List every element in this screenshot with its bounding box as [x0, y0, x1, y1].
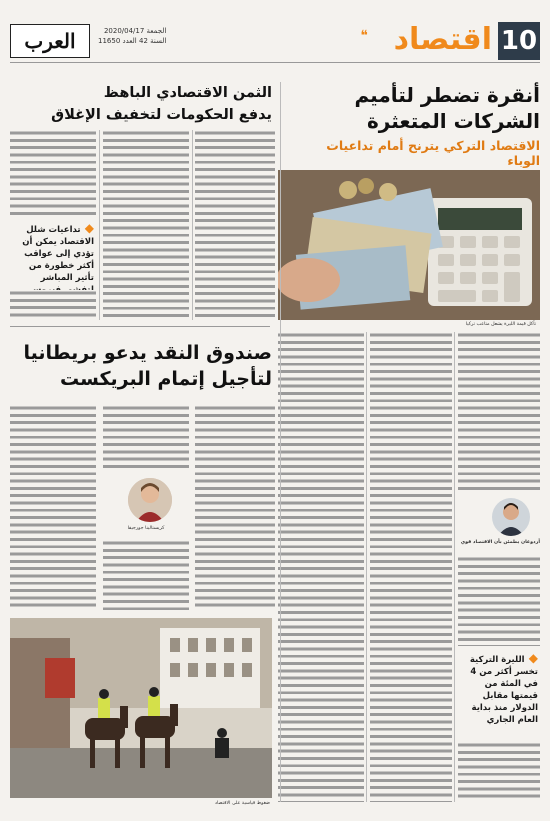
left-headline-line2: يدفع الحكومات لتخفيف الإغلاق: [51, 107, 272, 123]
column-divider: [192, 130, 193, 320]
portrait-photo: [128, 478, 172, 522]
column-divider: [99, 130, 100, 320]
bottom-headline-block: [10, 340, 272, 392]
main-subheadline: الاقتصاد التركي يترنح أمام تداعيات الوباء: [326, 138, 540, 168]
main-headline-block: [290, 82, 540, 168]
page-number: 10: [498, 22, 540, 60]
masthead: [10, 22, 540, 63]
bottom-article-col2-top: [103, 405, 189, 470]
author-portrait: [492, 498, 530, 536]
calculator-money-photo: [278, 170, 540, 320]
issue-date: الجمعة 2020/04/17: [103, 27, 167, 35]
person-icon: [492, 498, 530, 536]
page-divider: [280, 82, 281, 802]
left-article-col1: [195, 130, 275, 320]
main-article-col3: [278, 332, 364, 802]
main-article-col1: [458, 332, 540, 492]
issue-info: [98, 26, 166, 46]
bottom-article-col3: [10, 405, 96, 610]
left-article-col3-tail: [10, 290, 96, 320]
right-pullquote-text: الليرة التركية تخسر أكثر من 4 في المئة من قيمتها مقابل الدولار منذ بداية العام الجاري: [469, 655, 538, 725]
left-pullquote-text: تداعيات شلل الاقتصاد يمكن أن تؤدي إلى عواقب أكثر خطورة من تأثير المباشر: [22, 225, 94, 283]
portrait-caption: كريستالينا جورجيفا: [127, 526, 165, 531]
main-headline-line1: أنقرة تضطر لتأميم: [354, 83, 540, 107]
main-photo: [278, 170, 540, 320]
issue-number: السنة 42 العدد 11650: [98, 37, 167, 45]
section-title: اقتصاد: [393, 22, 492, 57]
main-article-col1-mid: [458, 556, 540, 646]
column-divider: [366, 332, 367, 802]
right-pullquote: [458, 652, 538, 726]
main-headline-line2: الشركات المتعثرة: [367, 109, 540, 133]
main-article-col1-tail: [458, 742, 540, 802]
section-mark-icon: ❝: [360, 28, 368, 44]
main-photo-caption: تآكل قيمة الليرة يشعل متاعب تركيا: [465, 322, 536, 327]
left-headline-block: [10, 82, 272, 126]
left-article-col3: [10, 130, 96, 218]
section-rule: [10, 326, 270, 327]
column-divider: [454, 332, 455, 802]
bottom-article-col2-bottom: [103, 540, 189, 610]
bottom-photo: [10, 618, 272, 798]
bottom-photo-caption: ضغوط قياسية على الاقتصاد: [214, 801, 270, 806]
author-caption: أردوغان يطمئن بأن الاقتصاد قوي: [460, 540, 540, 545]
street-scene-photo: [10, 618, 272, 798]
person-icon: [128, 478, 172, 522]
quote-mark-icon: ◆: [524, 651, 538, 665]
left-article-col2: [103, 130, 189, 320]
bottom-headline-line2: لتأجيل إتمام البريكست: [60, 368, 272, 390]
left-headline-line1: الثمن الاقتصادي الباهظ: [103, 85, 272, 101]
main-article-col2: [370, 332, 452, 802]
newspaper-logo: العرب: [10, 24, 90, 58]
bottom-headline-line1: صندوق النقد يدعو بريطانيا: [23, 342, 272, 364]
bottom-article-col1: [195, 405, 275, 610]
quote-mark-icon: ◆: [80, 221, 94, 235]
